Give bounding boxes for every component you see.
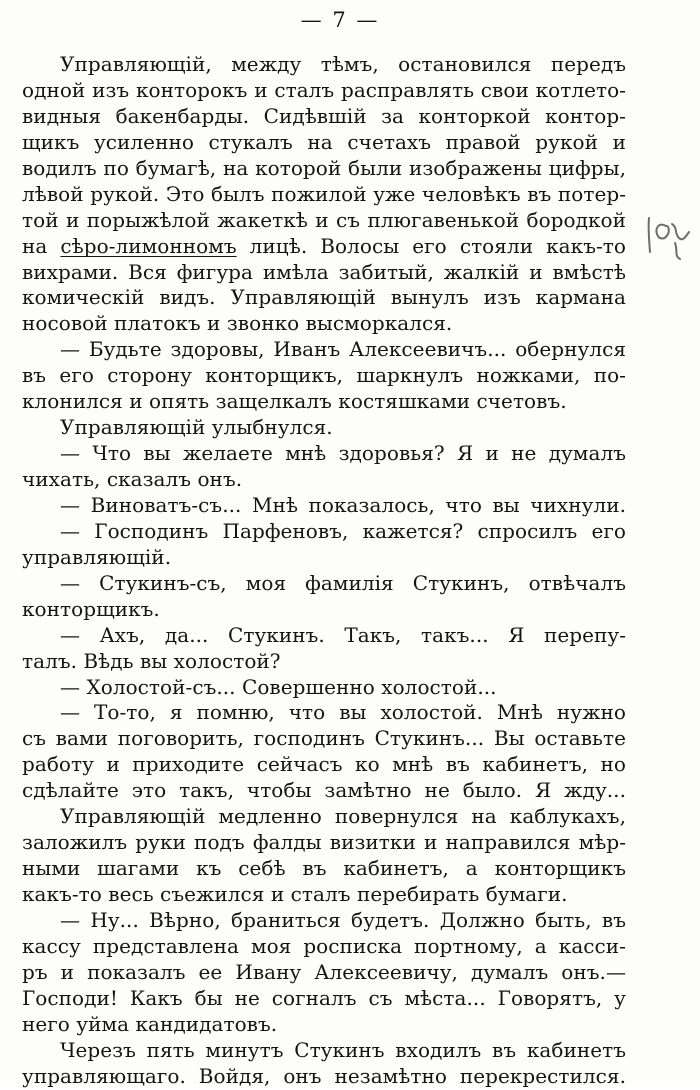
text-line: — То-то, я помню, что вы холостой. Мнѣ нужно [60, 700, 626, 725]
text-line: носовой платокъ и звонко высморкался. [22, 311, 453, 336]
text-line: — Стукинъ-съ, моя фамилія Стукинъ, отвѣчалъ [60, 570, 626, 595]
body-text [22, 52, 626, 1090]
text-line: — Холостой-съ... Совершенно холостой... [60, 674, 497, 699]
text-line: него уйма кандидатовъ. [22, 1011, 278, 1036]
text-line: видныя бакенбарды. Сидѣвшій за конторкой контор- [22, 103, 626, 128]
text-line: — Господинъ Парфеновъ, кажется? спросилъ его [60, 518, 626, 543]
text-line: водилъ по бумагѣ, на которой были изображены цифры, [22, 155, 626, 180]
text-line: Черезъ пять минутъ Стукинъ входилъ въ кабинетъ [60, 1037, 626, 1062]
text-line: одной изъ конторокъ и сталъ расправлять свои котлето- [22, 77, 626, 102]
text-line: сдѣлайте это такъ, чтобы замѣтно не было. Я жду... [22, 778, 626, 803]
text-line: съ вами поговорить, господинъ Стукинъ... Вы оставьте [22, 726, 626, 751]
text-line: Управляющій улыбнулся. [60, 415, 333, 440]
text-line: на сѣро-лимонномъ лицѣ. Волосы его стояли какъ-то [22, 233, 626, 258]
text-line: комическій видъ. Управляющій вынулъ изъ кармана [22, 285, 626, 310]
text-line: какъ-то весь съежился и сталъ перебирать бумаги. [22, 882, 568, 906]
text-line: талъ. Вѣдь вы холостой? [22, 648, 281, 673]
text-line: клонился и опять защелкалъ костяшками счетовъ. [22, 389, 567, 414]
text-line: управляющій. [22, 544, 172, 569]
text-line: управляющаго. Войдя, онъ незамѣтно перекрестился. [22, 1063, 626, 1088]
text-line: кассу представлена моя росписка портному, а касси- [22, 933, 626, 958]
underlined-phrase: сѣро-лимонномъ [60, 233, 237, 258]
text-line: конторщикъ. [22, 596, 160, 621]
text-line: Управляющій, между тѣмъ, остановился передъ [60, 52, 626, 76]
text-line: — Ахъ, да... Стукинъ. Такъ, такъ... Я перепу- [60, 622, 626, 647]
text-line: Управляющій медленно повернулся на каблукахъ, [60, 804, 626, 829]
page-number: — 7 — [300, 8, 380, 32]
text-line: лѣвой рукой. Это былъ пожилой уже человѣкъ въ потер- [22, 181, 626, 206]
text-line: ръ и показалъ ее Ивану Алексеевичу, думалъ онъ.— [22, 959, 626, 984]
text-line: вихрами. Вся фигура имѣла забитый, жалкій и вмѣстѣ [22, 259, 626, 284]
text-line: работу и приходите сейчасъ ко мнѣ въ кабинетъ, но [22, 752, 626, 777]
text-line: въ его сторону конторщикъ, шаркнулъ ножками, по- [22, 363, 626, 388]
text-line: чихать, сказалъ онъ. [22, 467, 243, 491]
text-line: — Ну... Вѣрно, браниться будетъ. Должно быть, въ [60, 907, 626, 932]
handwritten-margin-mark-icon [644, 210, 696, 262]
text-line: Господи! Какъ бы не согналъ съ мѣста... Говорятъ, у [22, 985, 626, 1010]
text-line: — Что вы желаете мнѣ здоровья? Я и не думалъ [60, 441, 626, 466]
text-line: — Будьте здоровы, Иванъ Алексеевичъ... обернулся [60, 337, 626, 362]
text-line: заложилъ руки подъ фалды визитки и направился мѣр- [22, 830, 626, 855]
text-line: той и порыжѣлой жакеткѣ и съ плюгавенькой бородкой [22, 207, 626, 232]
text-line: щикъ усиленно стукалъ на счетахъ правой рукой и [22, 129, 626, 154]
text-line: ными шагами къ себѣ въ кабинетъ, а конторщикъ [22, 856, 626, 881]
text-line: — Виноватъ-съ... Мнѣ показалось, что вы чихнули. [60, 492, 626, 517]
